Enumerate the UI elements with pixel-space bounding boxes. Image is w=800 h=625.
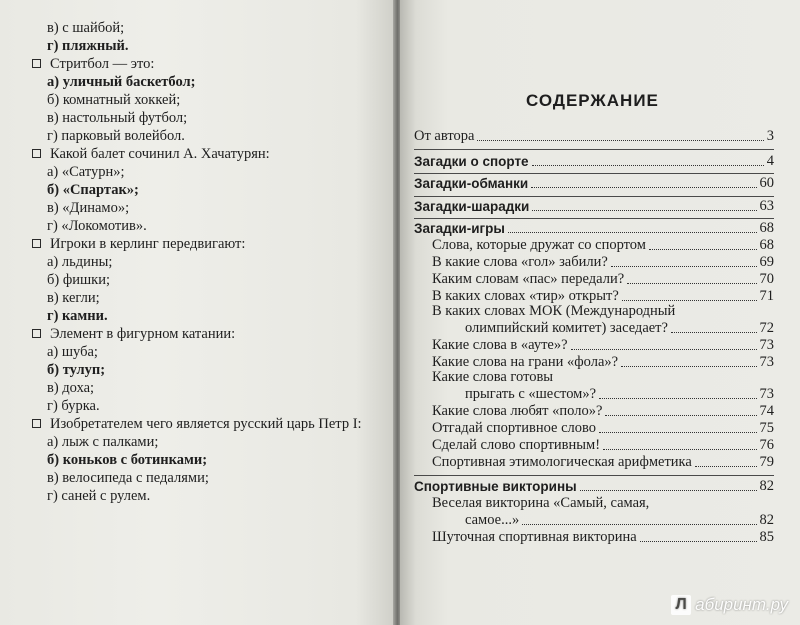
divider [414,173,774,174]
question-line: Стритбол — это: [32,55,154,73]
answer-line: в) велосипеда с педалями; [47,470,209,486]
toc-entry-first-line: Веселая викторина «Самый, самая, [432,495,650,511]
toc-section: Спортивные викторины 82 [414,478,774,494]
answer-line: г) «Локомотив». [47,218,147,234]
toc-entry: прыгать с «шестом»? 73 [465,386,774,402]
checkbox-icon [32,239,41,248]
answer-line: а) лыж с палками; [47,434,159,450]
question-line: Игроки в керлинг передвигают: [32,235,245,253]
labirint-logo-icon: Л [671,595,691,615]
answer-line: а) шуба; [47,344,98,360]
answer-line: в) настольный футбол; [47,110,188,126]
answer-line: г) саней с рулем. [47,488,151,504]
answer-line: б) тулуп; [47,362,106,378]
toc-section: Загадки о спорте 4 [414,153,774,169]
answer-line: б) коньков с ботинками; [47,452,208,468]
toc-entry: В каких словах «тир» открыт? 71 [432,288,774,304]
watermark-text: абиринт.ру [695,595,788,614]
answer-line: в) с шайбой; [47,20,125,36]
divider [414,218,774,219]
divider [414,475,774,476]
answer-line: б) «Спартак»; [47,182,139,198]
answer-line: г) бурка. [47,398,100,414]
answer-line: г) парковый волейбол. [47,128,185,144]
toc-entry: Спортивная этимологическая арифметика 79 [432,454,774,470]
answer-line: в) доха; [47,380,95,396]
toc-entry: Каким словам «пас» передали? 70 [432,271,774,287]
checkbox-icon [32,149,41,158]
checkbox-icon [32,329,41,338]
answer-line: г) камни. [47,308,108,324]
answer-line: а) льдины; [47,254,113,270]
answer-line: б) комнатный хоккей; [47,92,181,108]
toc-entry-first-line: В каких словах МОК (Международный [432,303,676,319]
toc-entry: Шуточная спортивная викторина 85 [432,529,774,545]
answer-line: в) «Динамо»; [47,200,130,216]
left-page [0,0,395,625]
answer-line: а) уличный баскетбол; [47,74,196,90]
question-line: Какой балет сочинил А. Хачатурян: [32,145,270,163]
divider [414,149,774,150]
toc-entry-first-line: Какие слова готовы [432,369,554,385]
toc-entry: олимпийский комитет) заседает? 72 [465,320,774,336]
question-line: Элемент в фигурном катании: [32,325,235,343]
toc-entry: Отгадай спортивное слово 75 [432,420,774,436]
toc-section: Загадки-игры 68 [414,220,774,236]
answer-line: б) фишки; [47,272,110,288]
toc-entry: Какие слова в «ауте»? 73 [432,337,774,353]
toc-entry: Какие слова на грани «фола»? 73 [432,354,774,370]
checkbox-icon [32,59,41,68]
checkbox-icon [32,419,41,428]
answer-line: а) «Сатурн»; [47,164,125,180]
toc-entry: Сделай слово спортивным! 76 [432,437,774,453]
divider [414,196,774,197]
toc-entry: самое...» 82 [465,512,774,528]
question-line: Изобретателем чего является русский царь Петр I: [32,415,362,433]
toc-section: Загадки-обманки 60 [414,175,774,191]
toc-entry: Слова, которые дружат со спортом 68 [432,237,774,253]
toc-entry: В какие слова «гол» забили? 69 [432,254,774,270]
toc-title: СОДЕРЖАНИЕ [526,91,659,110]
toc-section: Загадки-шарадки 63 [414,198,774,214]
watermark [671,595,788,615]
toc-entry: Какие слова любят «поло»? 74 [432,403,774,419]
answer-line: в) кегли; [47,290,100,306]
toc-entry: От автора 3 [414,128,774,144]
answer-line: г) пляжный. [47,38,129,54]
